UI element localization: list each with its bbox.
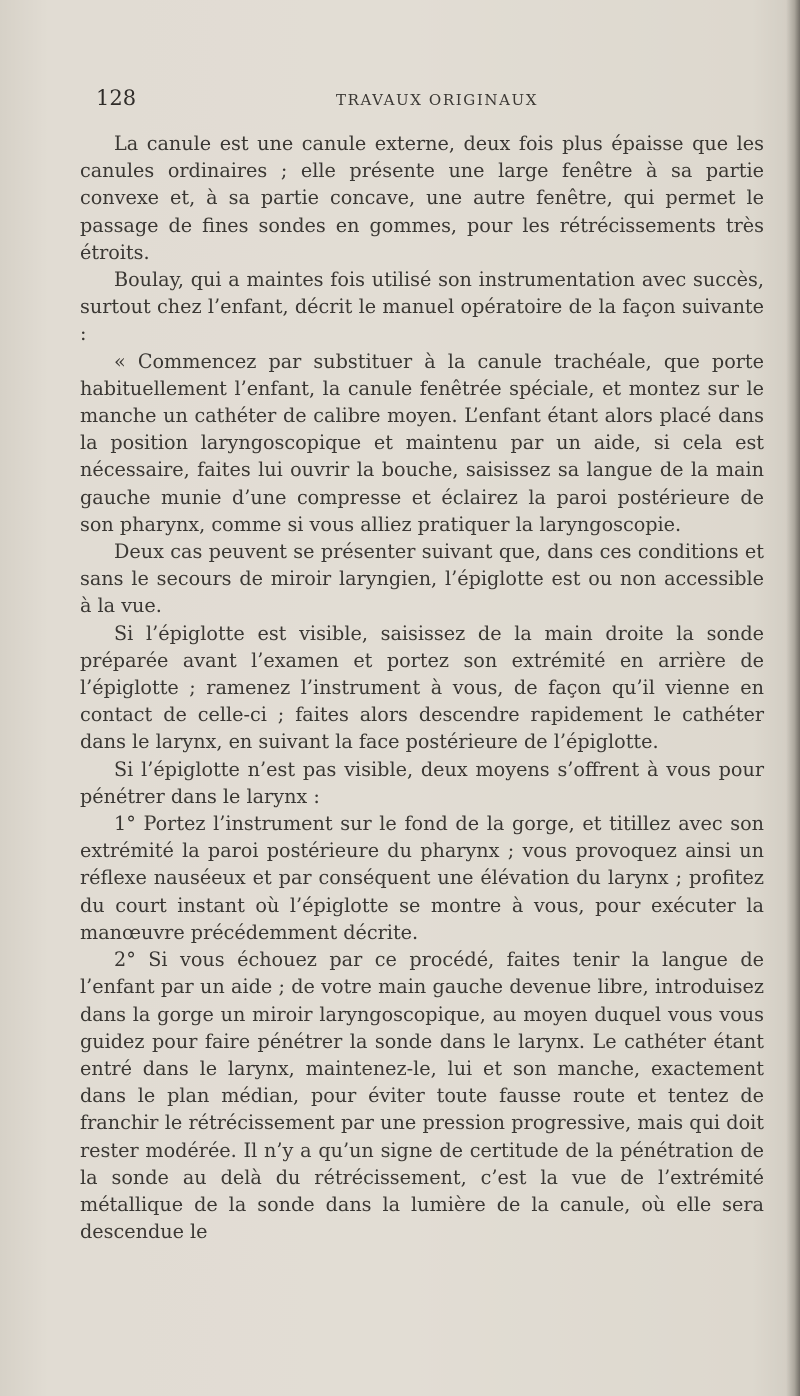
page-header — [96, 86, 756, 114]
paragraph-epiglotte-visible: Si l’épiglotte est visible, saisissez de la main droite la sonde préparée avant l’examen et portez son extrémité en arrière de l’épiglotte ; ramenez l’instrument à vous, de façon qu’il vienne en contact de celle-ci ; faites alors descendre rapidement le cathéter dans le larynx, en suivant la face postérieure de l’épiglotte. — [80, 621, 764, 754]
paragraph-moyen-2: 2° Si vous échouez par ce procédé, faites tenir la langue de l’enfant par un aide ; de votre main gauche devenue libre, introduisez dans la gorge un miroir laryngoscopique, au moyen duquel vous vous guidez pour faire pénétrer la sonde dans le larynx. Le cathéter étant entré dans le larynx, maintenez-le, lui et son manche, exactement dans le plan médian, pour éviter toute fausse route et tentez de franchir le rétrécissement par une pression progressive, mais qui doit rester modérée. Il n’y a qu’un signe de certitude de la pénétration de la sonde au delà du rétrécissement, c’est la vue de l’extrémité métallique de la sonde dans la lumière de la canule, où elle sera descendue le — [80, 948, 764, 1244]
paragraph-moyen-1: 1° Portez l’instrument sur le fond de la gorge, et titillez avec son extrémité la paroi postérieure du pharynx ; vous provoquez ainsi un réflexe nauséeux et par conséquent une élévation du larynx ; profitez du court instant où l’épiglotte se montre à vous, pour exécuter la manœuvre précédemment décrite. — [80, 812, 764, 944]
paragraph-quote-start: « Commencez par substituer à la canule trachéale, que porte habituellement l’enfant, la canule fenêtrée spéciale, et montez sur le manche un cathéter de calibre moyen. L’enfant étant alors placé dans la position laryngoscopique et maintenu par un aide, si cela est nécessaire, faites lui ouvrir la bouche, saisissez sa langue de la main gauche munie d’une compresse et éclairez la paroi postérieure de son pharynx, comme si vous alliez pratiquer la laryngoscopie. — [80, 349, 764, 536]
running-title: TRAVAUX ORIGINAUX — [336, 91, 539, 109]
paragraph-epiglotte-non-visible: Si l’épiglotte n’est pas visible, deux moyens s’offrent à vous pour pénétrer dans le larynx : — [80, 757, 764, 808]
paragraph-canule: La canule est une canule externe, deux fois plus épaisse que les canules ordinaires ; elle présente une large fenêtre à sa partie convexe et, à sa partie concave, une autre fenêtre, qui permet le passage de fines sondes en gommes, pour les rétrécissements très étroits. — [80, 132, 764, 264]
paragraph-deux-cas: Deux cas peuvent se présenter suivant que, dans ces conditions et sans le secours de miroir laryngien, l’épiglotte est ou non accessible à la vue. — [80, 540, 764, 618]
page-number: 128 — [96, 86, 137, 110]
paragraph-boulay: Boulay, qui a maintes fois utilisé son instrumentation avec succès, surtout chez l’enfant, décrit le manuel opératoire de la façon suivante : — [80, 268, 764, 346]
page-edge-shadow — [786, 0, 800, 1396]
body-text — [80, 130, 764, 1245]
